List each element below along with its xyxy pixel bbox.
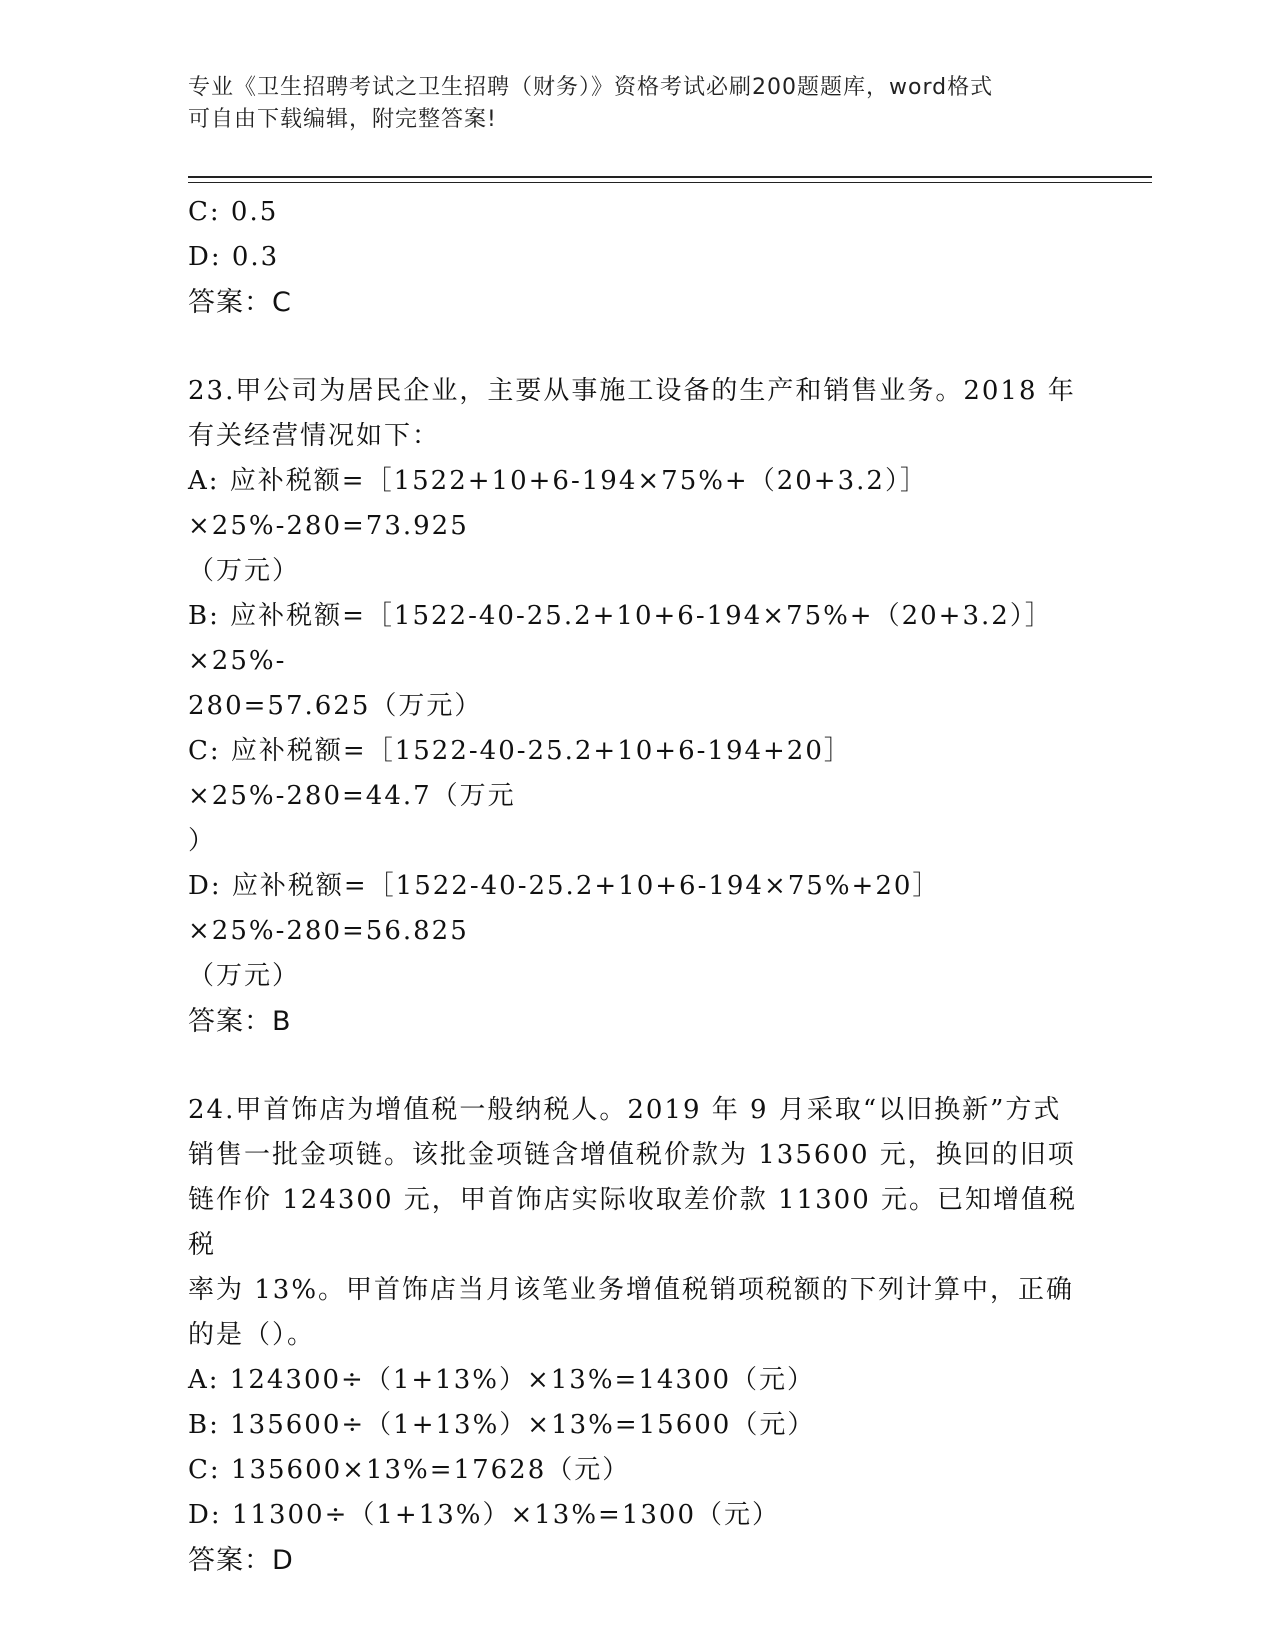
header-divider-thin (188, 182, 1152, 183)
option-d-continued: （万元） (188, 961, 301, 991)
option-b: B: 应补税额=［1522-40-25.2+10+6-194×75%+（20+3.2）］×25%- (188, 601, 1053, 676)
option-d: D: 11300÷（1+13%）×13%=1300（元） (188, 1500, 781, 1530)
question-stem-line: 率为 13%。甲首饰店当月该笔业务增值税销项税额的下列计算中，正确 (188, 1275, 1075, 1305)
document-header (188, 72, 1068, 136)
question-stem-line: 有关经营情况如下： (188, 421, 441, 451)
option-c: C: 0.5 (188, 197, 279, 227)
header-title-line-1: 专业《卫生招聘考试之卫生招聘（财务）》资格考试必刷200题题库，word格式 (188, 75, 994, 100)
answer-line: 答案：C (188, 287, 292, 318)
previous-question-tail (188, 190, 1088, 325)
option-a: A: 124300÷（1+13%）×13%=14300（元） (188, 1365, 816, 1395)
answer-line: 答案：B (188, 1006, 292, 1037)
document-body (188, 190, 1088, 1583)
question-stem-line: 链作价 124300 元，甲首饰店实际收取差价款 11300 元。已知增值税税 (188, 1185, 1078, 1260)
question-stem-line: 23.甲公司为居民企业，主要从事施工设备的生产和销售业务。2018 年 (188, 376, 1076, 406)
question-24 (188, 1088, 1088, 1583)
header-title-line-2: 可自由下载编辑，附完整答案! (188, 107, 497, 132)
question-stem-line: 的是（）。 (188, 1320, 316, 1350)
option-a-continued: （万元） (188, 556, 301, 586)
option-a: A: 应补税额=［1522+10+6-194×75%+（20+3.2）］×25%-280=73.925 (188, 466, 928, 541)
question-stem-line: 24.甲首饰店为增值税一般纳税人。2019 年 9 月采取“以旧换新”方式 (188, 1095, 1062, 1125)
question-gap (188, 325, 1088, 369)
option-c: C: 应补税额=［1522-40-25.2+10+6-194+20］×25%-280=44.7（万元 (188, 736, 852, 811)
option-d: D: 应补税额=［1522-40-25.2+10+6-194×75%+20］×25%-280=56.825 (188, 871, 941, 946)
option-b: B: 135600÷（1+13%）×13%=15600（元） (188, 1410, 816, 1440)
question-23 (188, 369, 1088, 1044)
option-c-continued: ） (188, 826, 217, 856)
header-divider-thick (188, 176, 1152, 178)
option-b-continued: 280=57.625（万元） (188, 691, 483, 721)
option-c: C: 135600×13%=17628（元） (188, 1455, 631, 1485)
question-gap (188, 1044, 1088, 1088)
answer-line: 答案：D (188, 1545, 294, 1576)
question-stem-line: 销售一批金项链。该批金项链含增值税价款为 135600 元，换回的旧项 (188, 1140, 1076, 1170)
option-d: D: 0.3 (188, 242, 280, 272)
